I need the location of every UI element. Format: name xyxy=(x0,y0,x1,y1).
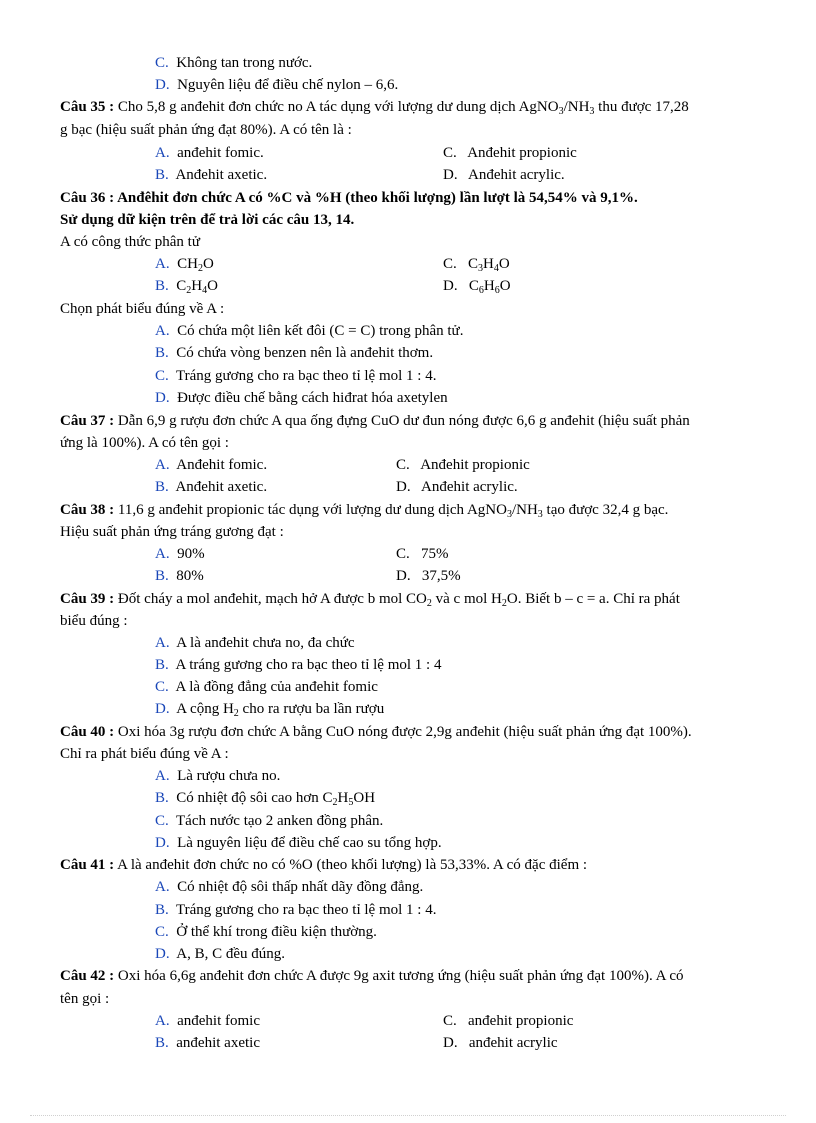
option-d: D. anđehit acrylic xyxy=(443,1035,558,1051)
option-a: A. $CH_2O$ xyxy=(155,256,214,274)
question-text: g bạc (hiệu suất phản ứng đạt 80%). A có tên là : xyxy=(60,122,352,138)
question-text: biểu đúng : xyxy=(60,613,128,629)
option-c: C. anđehit propionic xyxy=(443,1013,574,1029)
sub-question: Chọn phát biểu đúng về A : xyxy=(60,301,225,317)
option-c: C. Anđehit propionic xyxy=(443,145,577,161)
question-36: Câu 36 : Anđêhit đơn chức A có %C và %H (theo khối lượng) lần lượt là 54,54% và 9,1%. xyxy=(60,190,638,206)
option-b: B. Tráng gương cho ra bạc theo tỉ lệ mol 1 : 4. xyxy=(155,902,437,918)
option-c: C. Anđehit propionic xyxy=(396,457,530,473)
option-b: B. $C_2H_4O$ xyxy=(155,278,218,296)
option-a: A. 90% xyxy=(155,546,205,562)
option-row: C. Không tan trong nước. xyxy=(155,55,313,71)
option-d: D. Anđehit acrylic. xyxy=(396,479,518,495)
option-c: C. Ở thể khí trong điều kiện thường. xyxy=(155,924,377,940)
option-b: B. Có nhiệt độ sôi cao hơn $C_2H_5OH$ xyxy=(155,790,376,808)
option-d: D. 37,5% xyxy=(396,568,461,584)
question-42: Câu 42 : Oxi hóa 6,6g anđehit đơn chức A được 9g axit tương ứng (hiệu suất phản ứng đạt 100%). A có xyxy=(60,968,684,984)
question-text: Sử dụng dữ kiện trên để trả lời các câu 13, 14. xyxy=(60,212,355,228)
question-37: Câu 37 : Dẫn 6,9 g rượu đơn chức A qua ống đựng CuO dư đun nóng được 6,6 g anđehit (hiệu suất phản xyxy=(60,413,690,429)
question-text: Chỉ ra phát biểu đúng về A : xyxy=(60,746,229,762)
option-d: D. A cộng $H_2$ cho ra rượu ba lần rượu xyxy=(155,701,385,719)
option-a: A. Có chứa một liên kết đôi (C = C) trong phân tử. xyxy=(155,323,464,339)
option-b: B. Anđehit axetic. xyxy=(155,479,268,495)
option-d: D. $C_6H_6O$ xyxy=(443,278,511,296)
question-text: ứng là 100%). A có tên gọi : xyxy=(60,435,229,451)
option-d: D. Được điều chế bằng cách hiđrat hóa axetylen xyxy=(155,390,448,406)
option-b: B. 80% xyxy=(155,568,204,584)
option-b: B. Anđehit axetic. xyxy=(155,167,268,183)
option-a: A. anđehit fomic xyxy=(155,1013,260,1029)
sub-question: A có công thức phân tử xyxy=(60,234,200,250)
option-d: D. Là nguyên liệu để điều chế cao su tổng hợp. xyxy=(155,835,442,851)
option-c: C. A là đồng đẳng của anđehit fomic xyxy=(155,679,378,695)
question-38: Câu 38 : 11,6 g anđehit propionic tác dụng với lượng dư dung dịch $AgNO_3/NH_3$ tạo được 32,4 g bạc. xyxy=(60,502,669,520)
option-b: B. anđehit axetic xyxy=(155,1035,260,1051)
option-c: C. $C_3H_4O$ xyxy=(443,256,510,274)
option-c: C. 75% xyxy=(396,546,449,562)
option-a: A. Có nhiệt độ sôi thấp nhất dãy đồng đẳng. xyxy=(155,879,424,895)
question-text: Hiệu suất phản ứng tráng gương đạt : xyxy=(60,524,284,540)
option-a: A. anđehit fomic. xyxy=(155,145,264,161)
option-d: D. A, B, C đều đúng. xyxy=(155,946,286,962)
question-text: tên gọi : xyxy=(60,991,110,1007)
option-row: D. Nguyên liệu để điều chế nylon – 6,6. xyxy=(155,77,399,93)
question-35: Câu 35 : Cho 5,8 g anđehit đơn chức no A tác dụng với lượng dư dung dịch $AgNO_3/NH_3$ thu được 17,28 xyxy=(60,99,689,117)
option-d: D. Anđehit acrylic. xyxy=(443,167,565,183)
question-40: Câu 40 : Oxi hóa 3g rượu đơn chức A bằng CuO nóng được 2,9g anđehit (hiệu suất phản ứng đạt 100%). xyxy=(60,724,692,740)
option-c: C. Tách nước tạo 2 anken đồng phân. xyxy=(155,813,384,829)
option-a: A. A là anđehit chưa no, đa chức xyxy=(155,635,355,651)
option-b: B. Có chứa vòng benzen nên là anđehit thơm. xyxy=(155,345,434,361)
option-a: A. Là rượu chưa no. xyxy=(155,768,281,784)
question-39: Câu 39 : Đốt cháy a mol anđehit, mạch hở A được b mol $CO_2$ và c mol $H_2O$. Biết b – c = a. Chỉ ra phát xyxy=(60,591,680,609)
option-c: C. Tráng gương cho ra bạc theo tỉ lệ mol 1 : 4. xyxy=(155,368,437,384)
page-footer-rule xyxy=(30,1115,786,1116)
option-a: A. Anđehit fomic. xyxy=(155,457,268,473)
option-b: B. A tráng gương cho ra bạc theo tỉ lệ mol 1 : 4 xyxy=(155,657,442,673)
question-41: Câu 41 : A là anđehit đơn chức no có %O (theo khối lượng) là 53,33%. A có đặc điểm : xyxy=(60,857,588,873)
